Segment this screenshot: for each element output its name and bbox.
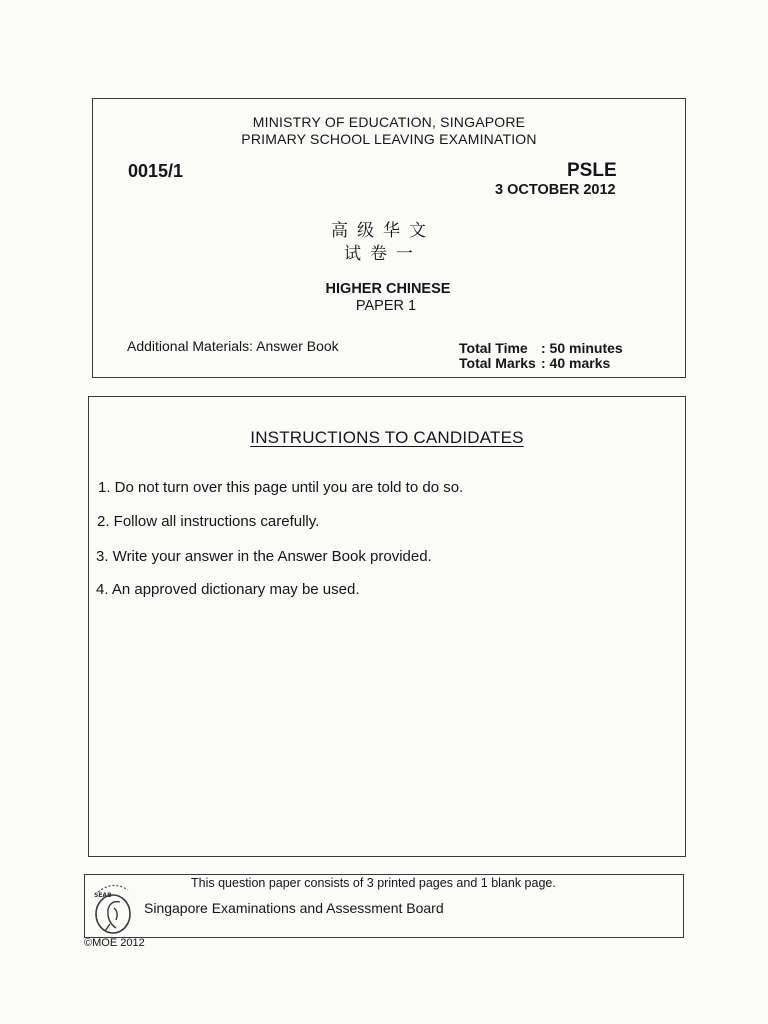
seab-logo-icon	[90, 878, 136, 936]
total-marks-value: : 40 marks	[541, 355, 611, 371]
board-name: Singapore Examinations and Assessment Board	[144, 900, 444, 916]
chinese-title-line1: 高级华文	[331, 221, 435, 241]
subject-title: HIGHER CHINESE	[325, 281, 451, 297]
exam-short-name: PSLE	[567, 160, 617, 181]
total-marks-label: Total Marks	[459, 355, 536, 371]
total-marks-row	[459, 355, 610, 371]
exam-date: 3 OCTOBER 2012	[495, 182, 616, 198]
instructions-box	[88, 396, 686, 857]
total-time-label: Total Time	[459, 340, 528, 356]
paper-code: 0015/1	[128, 161, 184, 181]
seab-logo-text: SEAB	[94, 892, 112, 899]
total-time-value: : 50 minutes	[541, 340, 623, 356]
ministry-name: MINISTRY OF EDUCATION, SINGAPORE	[252, 114, 526, 130]
additional-materials: Additional Materials: Answer Book	[127, 338, 339, 354]
instruction-item: 4. An approved dictionary may be used.	[96, 581, 360, 598]
instruction-item: 3. Write your answer in the Answer Book provided.	[96, 548, 432, 565]
total-time-row	[459, 340, 623, 356]
chinese-title-line2: 试卷一	[344, 244, 422, 264]
pages-note: This question paper consists of 3 printed pages and 1 blank page.	[191, 876, 556, 890]
exam-name: PRIMARY SCHOOL LEAVING EXAMINATION	[241, 131, 537, 147]
instructions-title: INSTRUCTIONS TO CANDIDATES	[250, 428, 524, 447]
instruction-item: 1. Do not turn over this page until you are told to do so.	[98, 479, 464, 496]
paper-number: PAPER 1	[355, 298, 417, 314]
copyright: ©MOE 2012	[84, 937, 145, 949]
instruction-item: 2. Follow all instructions carefully.	[97, 513, 320, 530]
